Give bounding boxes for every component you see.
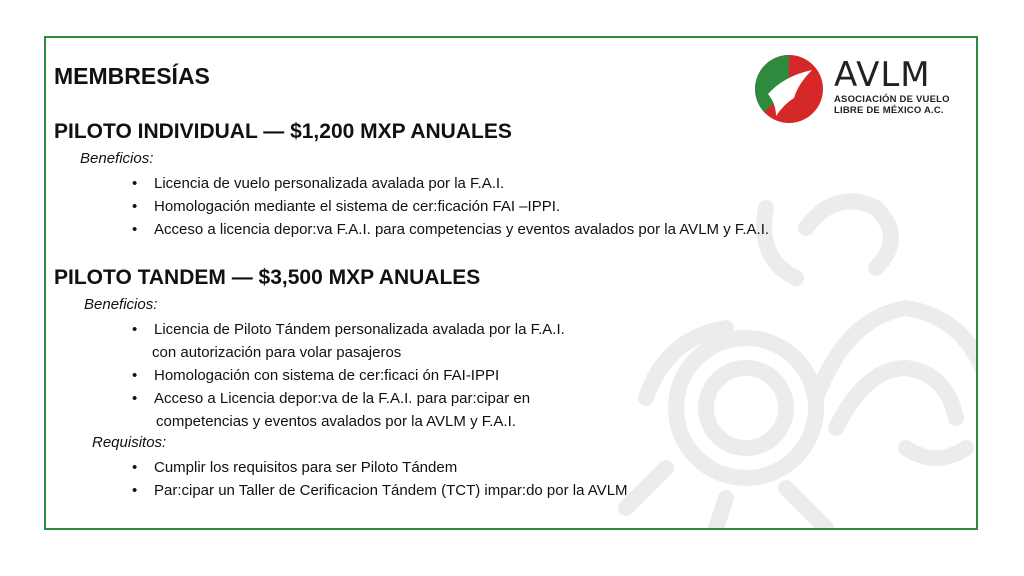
- list-item-line: Homologación con sistema de cer:ficaci ón FAI-IPPI: [154, 367, 500, 384]
- list-item: • Cumplir los requisitos para ser Piloto Tándem: [132, 456, 628, 479]
- page-title: MEMBRESÍAS: [54, 63, 210, 89]
- list-item: [132, 387, 565, 433]
- individual-benefits-label: Beneficios:: [80, 150, 154, 167]
- tandem-benefits-label: Beneficios:: [84, 296, 158, 313]
- logo-line-1: ASOCIACIÓN DE VUELO: [834, 94, 950, 105]
- individual-benefits-list: [132, 172, 769, 241]
- tandem-heading: PILOTO TANDEM — $3,500 MXP ANUALES: [54, 266, 481, 289]
- avlm-logo: [754, 52, 954, 124]
- list-item: • Licencia de vuelo personalizada avalada por la F.A.I.: [132, 172, 769, 195]
- tandem-requirements-label: Requisitos:: [92, 434, 167, 451]
- list-item-continuation: competencias y eventos avalados por la AVLM y F.A.I.: [156, 413, 516, 430]
- list-item: [132, 364, 565, 387]
- logo-text: [834, 56, 950, 116]
- tandem-benefits-list: [132, 318, 565, 433]
- list-item-line: Licencia de Piloto Tándem personalizada avalada por la F.A.I.: [154, 321, 565, 338]
- tandem-requirements-list: [132, 456, 628, 502]
- list-item: • Par:cipar un Taller de Cerificacion Tándem (TCT) impar:do por la AVLM: [132, 479, 628, 502]
- list-item: • Homologación mediante el sistema de cer:ficación FAI –IPPI.: [132, 195, 769, 218]
- logo-line-2: LIBRE DE MÉXICO A.C.: [834, 105, 944, 116]
- individual-heading: PILOTO INDIVIDUAL — $1,200 MXP ANUALES: [54, 120, 512, 143]
- list-item: • Acceso a licencia depor:va F.A.I. para competencias y eventos avalados por la AVLM y F.A.I.: [132, 218, 769, 241]
- list-item-line: Acceso a Licencia depor:va de la F.A.I. para par:cipar en: [154, 390, 531, 407]
- list-item-continuation: con autorización para volar pasajeros: [152, 344, 402, 361]
- avlm-emblem-icon: [754, 54, 824, 124]
- slide-frame: [44, 36, 978, 530]
- logo-name: AVLM: [834, 55, 931, 95]
- list-item: [132, 318, 565, 364]
